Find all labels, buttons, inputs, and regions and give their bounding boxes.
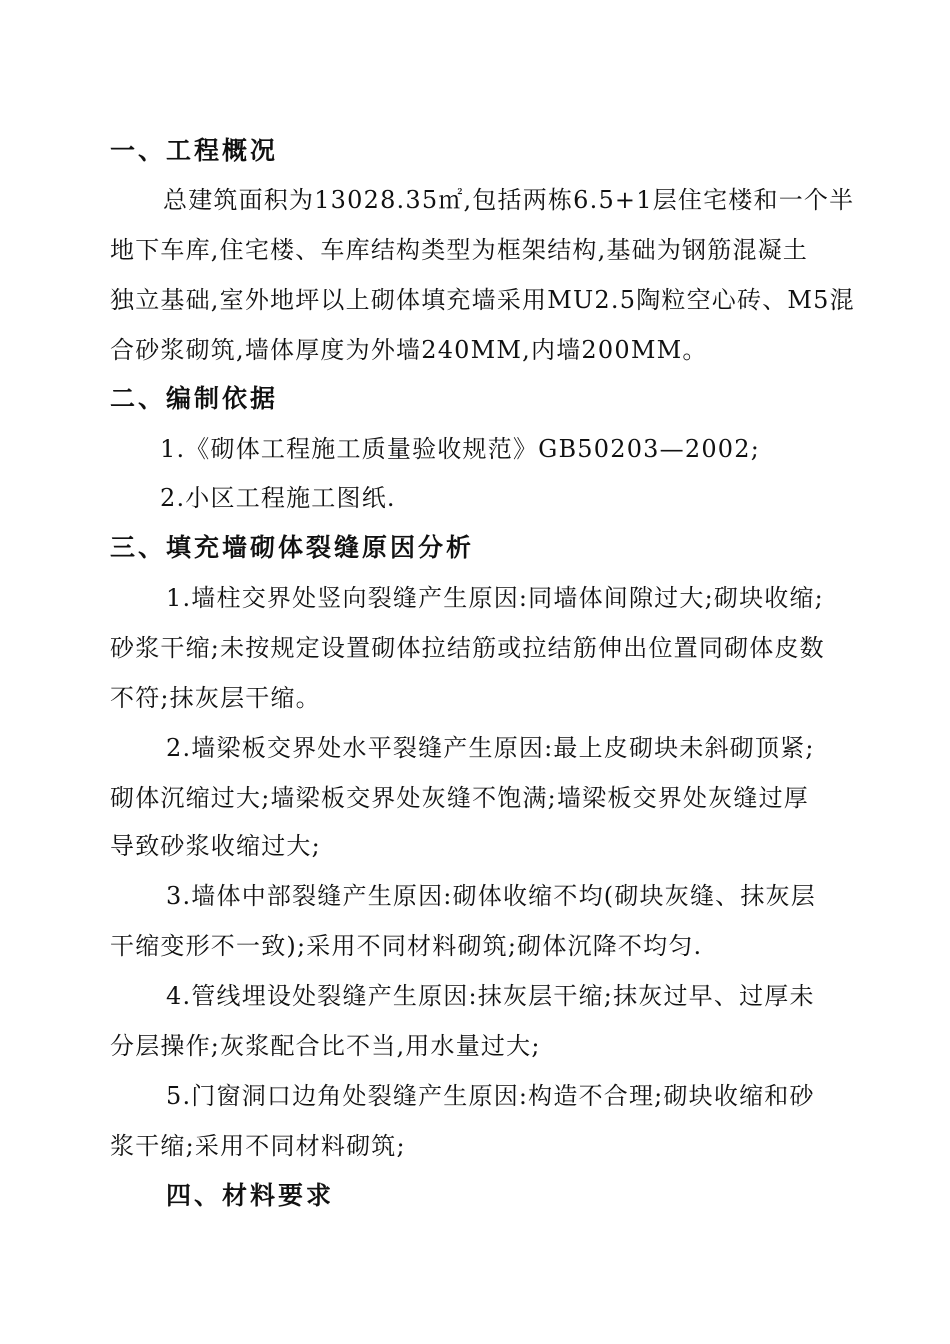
paragraph-line: 总建筑面积为13028.35㎡,包括两栋6.5+1层住宅楼和一个半 [163, 186, 855, 214]
paragraph-line: 砂浆干缩;未按规定设置砌体拉结筋或拉结筋伸出位置同砌体皮数 [110, 634, 825, 662]
paragraph-line: 不符;抹灰层干缩。 [110, 684, 321, 712]
paragraph-line: 4.管线埋设处裂缝产生原因:抹灰层干缩;抹灰过早、过厚未 [166, 982, 815, 1010]
section-heading-basis: 二、编制依据 [110, 384, 279, 413]
paragraph-line: 合砂浆砌筑,墙体厚度为外墙240MM,内墙200MM。 [110, 336, 708, 364]
paragraph-line: 分层操作;灰浆配合比不当,用水量过大; [110, 1032, 541, 1060]
paragraph-line: 2.墙梁板交界处水平裂缝产生原因:最上皮砌块未斜砌顶紧; [166, 734, 815, 762]
paragraph-line: 导致砂浆收缩过大; [110, 832, 321, 860]
paragraph-line: 5.门窗洞口边角处裂缝产生原因:构造不合理;砌块收缩和砂 [166, 1082, 815, 1110]
paragraph-line: 干缩变形不一致);采用不同材料砌筑;砌体沉降不均匀. [110, 932, 703, 960]
list-item: 2.小区工程施工图纸. [160, 484, 396, 512]
paragraph-line: 地下车库,住宅楼、车库结构类型为框架结构,基础为钢筋混凝土 [110, 236, 809, 264]
list-item: 1.《砌体工程施工质量验收规范》GB50203—2002; [160, 435, 761, 463]
paragraph-line: 独立基础,室外地坪以上砌体填充墙采用MU2.5陶粒空心砖、M5混 [110, 286, 855, 314]
paragraph-line: 3.墙体中部裂缝产生原因:砌体收缩不均(砌块灰缝、抹灰层 [166, 882, 816, 910]
section-heading-materials: 四、材料要求 [166, 1181, 335, 1210]
paragraph-line: 砌体沉缩过大;墙梁板交界处灰缝不饱满;墙梁板交界处灰缝过厚 [110, 784, 809, 812]
section-heading-overview: 一、工程概况 [110, 136, 279, 165]
paragraph-line: 1.墙柱交界处竖向裂缝产生原因:同墙体间隙过大;砌块收缩; [166, 584, 824, 612]
section-heading-crack-analysis: 三、填充墙砌体裂缝原因分析 [110, 533, 475, 562]
paragraph-line: 浆干缩;采用不同材料砌筑; [110, 1132, 406, 1160]
